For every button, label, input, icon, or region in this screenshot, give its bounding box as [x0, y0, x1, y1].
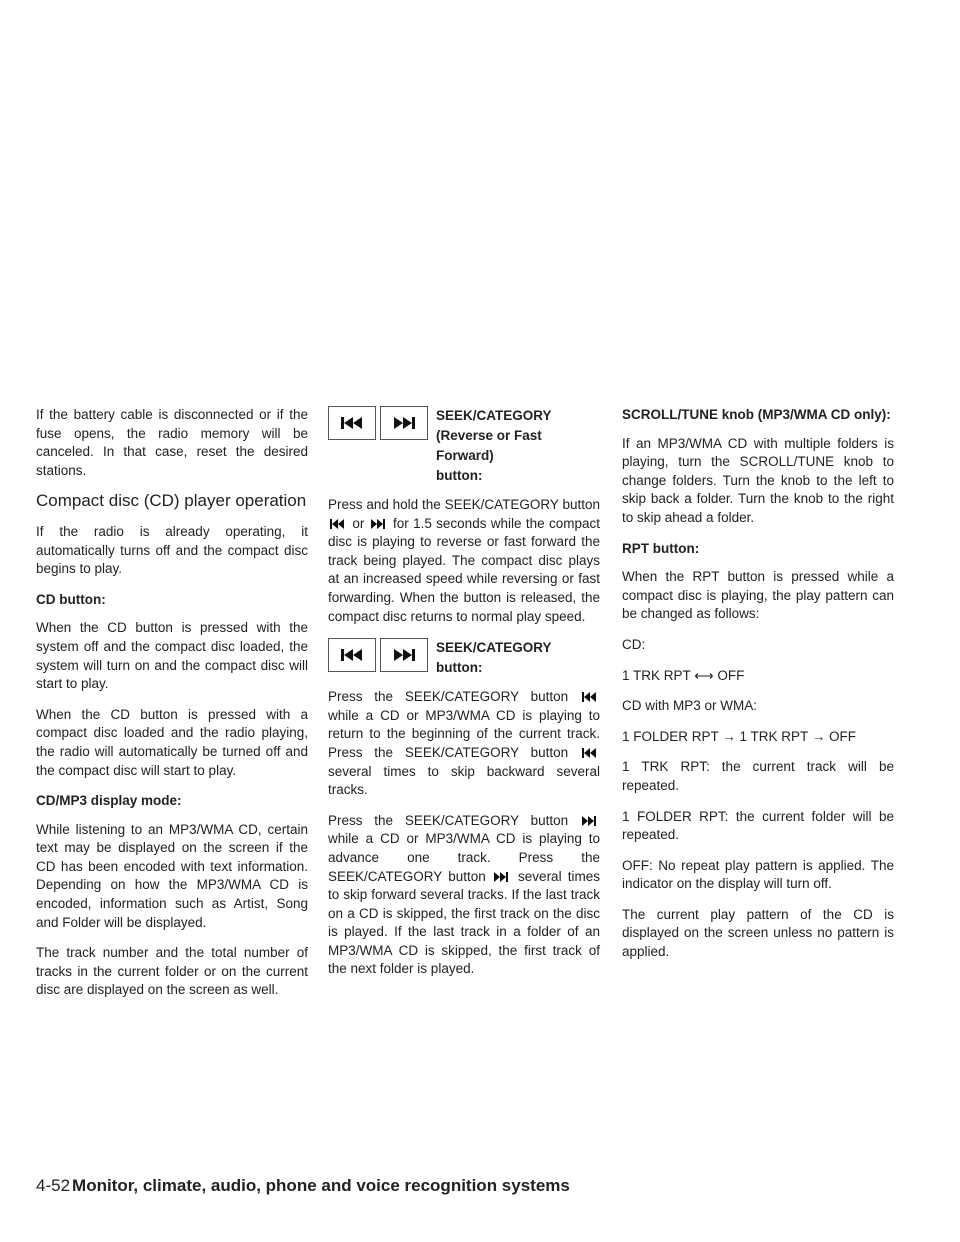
skip-back-icon — [330, 519, 344, 529]
cd-label: CD: — [622, 636, 646, 652]
skip-back-icon — [582, 692, 596, 702]
cd-paragraph-1: When the CD button is pressed with the system off and the compact disc loaded, the system will turn on and the compact disc will start to play. — [36, 620, 308, 692]
skip-back-text-c: several times to skip backward several tracks. — [328, 763, 600, 798]
mp3-pattern: 1 FOLDER RPT → 1 TRK RPT → OFF — [622, 728, 857, 744]
page-footer — [36, 1176, 570, 1196]
seek-buttons-illustration-2 — [328, 638, 600, 678]
mp3-label: CD with MP3 or WMA: — [622, 698, 758, 714]
page-number: 4-52 — [36, 1176, 71, 1195]
seek-label-line-1: SEEK/CATEGORY — [436, 408, 552, 423]
scroll-tune-paragraph: If an MP3/WMA CD with multiple folders is playing, turn the SCROLL/TUNE knob to change folders. Turn the knob to the left to skip back a folder. Turn the knob to the right to skip ahead a folder. — [622, 435, 894, 525]
press-hold-text-b: for 1.5 seconds while the compact disc is playing to reverse or fast forward the track being played. The compact disc plays at an increased speed while reversing or fast forwarding. When the button is released, the compact disc returns to normal play speed. — [328, 515, 600, 624]
seek-label-2: SEEK/CATEGORY button: — [436, 640, 552, 676]
column-2 — [328, 406, 600, 991]
skip-back-text-b: while a CD or MP3/WMA CD is playing to return to the beginning of the current track. Press the SEEK/CATEGORY button — [328, 707, 600, 760]
skip-forward-icon — [582, 816, 596, 826]
skip-forward-text-c: several times to skip forward several tracks. If the last track on a CD is skipped, the first track on the disc is played. If the last track in a folder of an MP3/WMA CD is skipped, the first track of the next folder is played. — [328, 868, 600, 977]
skip-forward-paragraph — [328, 812, 600, 979]
press-hold-text-a: Press and hold the SEEK/CATEGORY button — [328, 497, 600, 512]
skip-forward-text-a: Press the SEEK/CATEGORY button — [328, 812, 569, 828]
skip-back-paragraph — [328, 688, 600, 800]
display-mode-heading: CD/MP3 display mode: — [36, 793, 182, 809]
chapter-title: Monitor, climate, audio, phone and voice recognition systems — [72, 1176, 570, 1195]
column-3 — [622, 406, 894, 974]
trk-rpt-paragraph: 1 TRK RPT: the current track will be repeated. — [622, 759, 894, 793]
skip-back-text-a: Press the SEEK/CATEGORY button — [328, 689, 569, 705]
track-number-paragraph: The track number and the total number of tracks in the current folder or on the current disc are displayed on the screen as well. — [36, 945, 308, 998]
cd-button-heading: CD button: — [36, 591, 106, 607]
rpt-paragraph: When the RPT button is pressed while a compact disc is playing, the play pattern can be changed as follows: — [622, 569, 894, 622]
skip-forward-icon — [380, 406, 428, 440]
scroll-tune-heading: SCROLL/TUNE knob (MP3/WMA CD only): — [622, 407, 891, 422]
rpt-button-heading: RPT button: — [622, 540, 700, 556]
folder-rpt-paragraph: 1 FOLDER RPT: the current folder will be repeated. — [622, 808, 894, 843]
seek-label-line-3: button: — [436, 468, 483, 483]
column-1 — [36, 406, 308, 1012]
skip-forward-icon — [494, 872, 508, 882]
battery-paragraph: If the battery cable is disconnected or if the fuse opens, the radio memory will be canceled. In that case, reset the desired stations. — [36, 407, 308, 478]
skip-forward-text-b: while a CD or MP3/WMA CD is playing to advance one track. Press the SEEK/CATEGORY button — [328, 831, 600, 884]
press-hold-paragraph — [328, 496, 600, 626]
seek-label-line-2: (Reverse or Fast Forward) — [436, 428, 542, 463]
section-title: Compact disc (CD) player operation — [36, 491, 307, 511]
skip-back-icon — [328, 406, 376, 440]
intro-paragraph: If the radio is already operating, it automatically turns off and the compact disc begins to play. — [36, 523, 308, 577]
current-pattern-paragraph: The current play pattern of the CD is displayed on the screen unless no pattern is applied. — [622, 906, 894, 960]
cd-pattern: 1 TRK RPT ⟷ OFF — [622, 667, 745, 683]
seek-button-pair — [328, 638, 428, 672]
seek-button-pair — [328, 406, 428, 440]
display-mode-paragraph: While listening to an MP3/WMA CD, certain text may be displayed on the screen if the CD has been encoded with text information. Depending on how the MP3/WMA CD is encoded, information such as Artist, Song and Folder will be displayed. — [36, 821, 308, 930]
off-paragraph: OFF: No repeat play pattern is applied. The indicator on the display will turn off. — [622, 857, 894, 892]
press-hold-or: or — [352, 515, 365, 531]
skip-back-icon — [582, 748, 596, 758]
skip-forward-icon — [371, 519, 385, 529]
cd-paragraph-2: When the CD button is pressed with a compact disc loaded and the radio playing, the radio will automatically be turned off and the compact disc will start to play. — [36, 706, 308, 778]
seek-label-1 — [436, 406, 600, 486]
skip-back-icon — [328, 638, 376, 672]
skip-forward-icon — [380, 638, 428, 672]
seek-buttons-illustration-1 — [328, 406, 600, 486]
